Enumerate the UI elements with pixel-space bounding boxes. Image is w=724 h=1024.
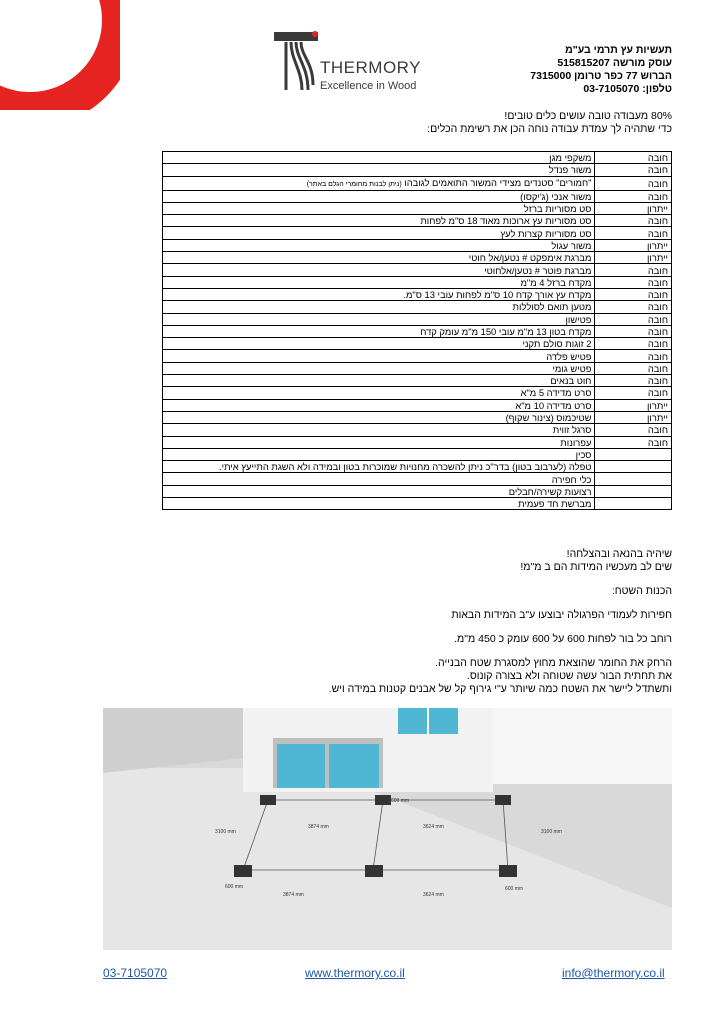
item-cell xyxy=(163,448,595,460)
status-cell: חובה xyxy=(595,301,672,313)
item-label: משור אנכי (ג'יקסו) xyxy=(520,190,592,202)
post-hole xyxy=(499,865,517,877)
dimension-label: 3100 mm xyxy=(215,829,236,835)
table-row xyxy=(163,448,672,460)
table-row xyxy=(163,164,672,176)
site-preparation-text xyxy=(172,548,672,696)
status-cell: חובה xyxy=(595,276,672,288)
item-cell xyxy=(163,227,595,239)
paragraph xyxy=(172,574,672,585)
table-row xyxy=(163,424,672,436)
footer-email-link[interactable]: info@thermory.co.il xyxy=(562,966,665,980)
dimension-label: 3874 mm xyxy=(283,892,304,898)
status-cell: חובה xyxy=(595,227,672,239)
table-row xyxy=(163,399,672,411)
site-plan-rendering xyxy=(103,708,672,950)
logo-mark-icon xyxy=(272,30,320,94)
paragraph xyxy=(172,622,672,633)
table-row xyxy=(163,215,672,227)
item-label: מטען תואם לסוללות xyxy=(512,301,592,313)
status-cell: חובה xyxy=(595,362,672,374)
item-label: פטישון xyxy=(565,313,592,325)
item-cell xyxy=(163,325,595,337)
item-cell xyxy=(163,264,595,276)
item-label: טפלה (לערבוב בטון) בדר"כ ניתן להשכרה מחנויות שמוכרות בטון ובמידה ולא השגת התייעץ איתי. xyxy=(219,461,592,473)
status-cell: חובה xyxy=(595,313,672,325)
table-row xyxy=(163,436,672,448)
post-hole xyxy=(234,865,252,877)
paragraph xyxy=(172,598,672,609)
item-label: סרט מדידה 5 מ"א xyxy=(520,387,592,399)
paragraph: חפירות לעמודי הפרגולה יבוצעו ע"ב המידות הבאות xyxy=(451,609,672,621)
company-registration: עוסק מורשה 515815207 xyxy=(557,57,672,69)
table-row xyxy=(163,485,672,497)
item-cell xyxy=(163,485,595,497)
status-cell: חובה xyxy=(595,375,672,387)
status-cell xyxy=(595,473,672,485)
item-label: מקדח בטון 13 מ"מ עובי 150 מ"מ עומק קדח xyxy=(420,326,592,337)
dimension-label: 3100 mm xyxy=(541,829,562,835)
footer-phone-link[interactable]: 03-7105070 xyxy=(103,966,168,980)
dimension-label: 3624 mm xyxy=(423,824,444,830)
table-row xyxy=(163,387,672,399)
item-label: מברגת אימפקט # נטען/אל חוטי xyxy=(468,252,592,264)
status-cell: חובה xyxy=(595,436,672,448)
intro-line: 80% מעבודה טובה עושים כלים טובים! xyxy=(504,110,672,122)
status-cell: ייתרון xyxy=(595,399,672,411)
table-row xyxy=(163,202,672,214)
status-cell: חובה xyxy=(595,152,672,164)
intro-line: כדי שתהיה לך עמדת עבודה נוחה הכן את רשימת הכלים: xyxy=(427,123,672,135)
item-cell xyxy=(163,436,595,448)
status-cell: חובה xyxy=(595,424,672,436)
status-cell xyxy=(595,485,672,497)
status-cell: חובה xyxy=(595,387,672,399)
item-cell xyxy=(163,215,595,227)
status-cell: חובה xyxy=(595,338,672,350)
table-row xyxy=(163,152,672,164)
item-cell xyxy=(163,239,595,251)
item-label: מקדח עץ אורך קדח 10 ס"מ לפחות עובי 13 ס"מ. xyxy=(403,289,592,301)
item-cell xyxy=(163,288,595,300)
post-hole xyxy=(365,865,383,877)
glass-door-left xyxy=(277,744,325,788)
item-label: "חמורים" סטנדים מצידי המשור התואמים לגובהו xyxy=(404,176,592,188)
status-cell xyxy=(595,498,672,510)
table-row xyxy=(163,411,672,423)
item-note: (ניתן לבנות מחומרי הגלם באתר) xyxy=(306,180,402,188)
brand-tagline: Excellence in Wood xyxy=(320,80,417,92)
status-cell: ייתרון xyxy=(595,239,672,251)
status-cell: חובה xyxy=(595,350,672,362)
paragraph xyxy=(172,646,672,657)
paragraph: שים לב מעכשיו המידות הם ב מ"מ! xyxy=(520,561,672,573)
item-label: עפרונות xyxy=(560,436,592,448)
dimension-label: 3624 mm xyxy=(423,892,444,898)
item-label: סכין xyxy=(575,448,592,460)
status-cell: ייתרון xyxy=(595,252,672,264)
status-cell: ייתרון xyxy=(595,202,672,214)
item-label: מברגת פוטר # נטען/אלחוטי xyxy=(484,264,592,276)
table-row xyxy=(163,239,672,251)
item-label: שטיכמוס (צינור שקוף) xyxy=(505,412,592,424)
corner-arc-decoration xyxy=(0,0,120,110)
table-row xyxy=(163,362,672,374)
item-label: סט מסוריות עץ ארוכות מאוד 18 ס"מ לפחות xyxy=(420,215,592,227)
paragraph: ותשתדל ליישר את השטח כמה שיותר ע"י גירוף קל של אבנים קטנות במידה ויש. xyxy=(328,683,672,695)
table-row xyxy=(163,288,672,300)
item-cell xyxy=(163,152,595,164)
status-cell xyxy=(595,448,672,460)
status-cell: חובה xyxy=(595,164,672,176)
dimension-label: 600 mm xyxy=(505,886,524,892)
item-label: סרגל זווית xyxy=(552,424,592,436)
table-row xyxy=(163,498,672,510)
dimension-label: 600 mm xyxy=(391,798,410,804)
table-row xyxy=(163,313,672,325)
item-cell xyxy=(163,424,595,436)
item-cell xyxy=(163,176,595,190)
item-cell xyxy=(163,202,595,214)
item-cell xyxy=(163,461,595,473)
item-cell xyxy=(163,350,595,362)
item-cell xyxy=(163,276,595,288)
status-cell: ייתרון xyxy=(595,411,672,423)
footer-website-link[interactable]: www.thermory.co.il xyxy=(305,966,405,980)
table-row xyxy=(163,264,672,276)
item-label: כלי חפירה xyxy=(551,473,592,485)
table-row xyxy=(163,338,672,350)
table-row xyxy=(163,190,672,202)
paragraph: הרחק את החומר שהוצאת מחוץ למסגרת שטח הבנייה. xyxy=(435,657,672,669)
status-cell: חובה xyxy=(595,215,672,227)
item-label: פטיש גומי xyxy=(552,362,592,374)
item-cell xyxy=(163,399,595,411)
item-cell xyxy=(163,362,595,374)
post-hole xyxy=(495,795,511,805)
status-cell: חובה xyxy=(595,176,672,190)
table-row xyxy=(163,461,672,473)
item-label: 2 זוגות סולם תקני xyxy=(522,338,592,350)
company-address: הברוש 77 כפר טרומן 7315000 xyxy=(530,70,672,82)
dimension-label: 600 mm xyxy=(225,884,244,890)
item-cell xyxy=(163,411,595,423)
item-cell xyxy=(163,375,595,387)
status-cell xyxy=(595,461,672,473)
item-cell xyxy=(163,164,595,176)
item-label: סט מסוריות קצרות לעץ xyxy=(500,227,592,239)
table-row xyxy=(163,252,672,264)
item-cell xyxy=(163,301,595,313)
paragraph: הכנות השטח: xyxy=(611,585,672,597)
item-cell xyxy=(163,498,595,510)
item-cell xyxy=(163,252,595,264)
company-info xyxy=(372,44,672,96)
item-label: מקדח ברזל 4 מ"מ xyxy=(520,276,592,288)
item-label: חוט בנאים xyxy=(550,375,592,387)
paragraph: שיהיה בהנאה ובהצלחה! xyxy=(566,548,672,560)
item-label: מברשת חד פעמית xyxy=(518,498,592,510)
dimension-label: 3874 mm xyxy=(308,824,329,830)
item-label: סרט מדידה 10 מ"א xyxy=(515,399,592,411)
table-row xyxy=(163,473,672,485)
equipment-table-body xyxy=(163,152,672,510)
table-row xyxy=(163,350,672,362)
post-hole xyxy=(375,795,391,805)
paragraph: רוחב כל בור לפחות 600 על 600 עומק כ 450 מ"מ. xyxy=(454,633,672,645)
table-row xyxy=(163,176,672,190)
table-row xyxy=(163,301,672,313)
item-label: פטיש פלדה xyxy=(546,350,592,362)
item-cell xyxy=(163,190,595,202)
company-phone: טלפון: 03-7105070 xyxy=(583,83,672,95)
equipment-table xyxy=(162,151,672,510)
post-hole xyxy=(260,795,276,805)
item-cell xyxy=(163,473,595,485)
paragraph: את תחתית הבור עשה שטוחה ולא בצורה קונוס. xyxy=(466,670,672,682)
table-row xyxy=(163,227,672,239)
item-cell xyxy=(163,313,595,325)
item-label: משקפי מגן xyxy=(549,152,592,164)
intro-text xyxy=(252,110,672,136)
table-row xyxy=(163,325,672,337)
status-cell: חובה xyxy=(595,190,672,202)
house-wall-right xyxy=(493,708,672,784)
glass-door-right xyxy=(329,744,379,788)
status-cell: חובה xyxy=(595,288,672,300)
item-cell xyxy=(163,338,595,350)
table-row xyxy=(163,375,672,387)
item-label: רצועות קשירה/חבלים xyxy=(508,485,592,497)
table-row xyxy=(163,276,672,288)
item-label: משור עגול xyxy=(551,239,592,251)
item-label: סט מסוריות ברזל xyxy=(523,203,592,215)
status-cell: חובה xyxy=(595,325,672,337)
item-label: משור פנדל xyxy=(548,164,592,176)
status-cell: חובה xyxy=(595,264,672,276)
company-name: תעשיות עץ תרמי בע"מ xyxy=(565,44,672,56)
item-cell xyxy=(163,387,595,399)
brand-name: THERMORY xyxy=(320,58,421,77)
